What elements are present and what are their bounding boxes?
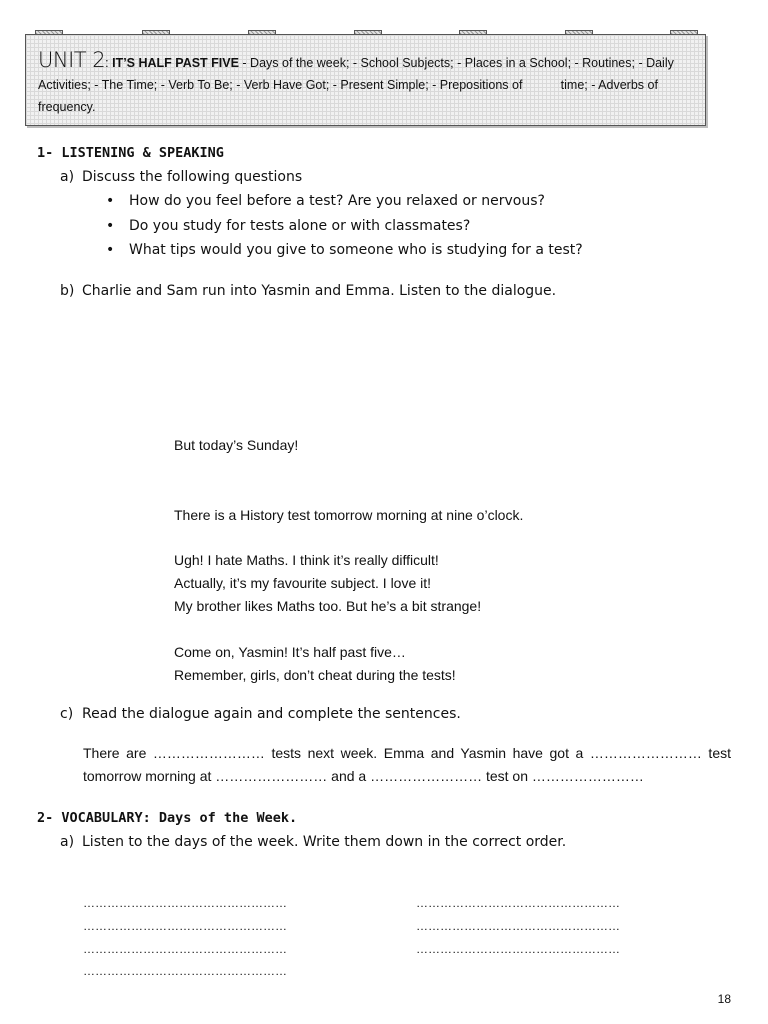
unit-title: IT’S HALF PAST FIVE xyxy=(112,56,239,70)
dialogue-line: Remember, girls, don’t cheat during the tests! xyxy=(174,667,456,683)
answer-blank[interactable]: …………………………………………… xyxy=(416,942,620,956)
answer-blank[interactable]: …………………………………………… xyxy=(83,896,287,910)
question-text: How do you feel before a test? Are you relaxed or nervous? xyxy=(129,193,545,209)
task-instruction: Listen to the days of the week. Write them down in the correct order. xyxy=(82,834,567,850)
dialogue-line: Come on, Yasmin! It’s half past five… xyxy=(174,644,406,660)
answer-blank[interactable]: …………………………………………… xyxy=(416,896,620,910)
section1-title: 1- LISTENING & SPEAKING xyxy=(37,145,224,161)
task-letter: c) xyxy=(60,706,74,722)
dialogue-line: Actually, it’s my favourite subject. I love it! xyxy=(174,575,432,591)
task-1b xyxy=(60,283,556,299)
task-1a xyxy=(60,169,302,185)
unit-header-text xyxy=(38,49,678,118)
answer-blank[interactable]: …………………………………………… xyxy=(83,919,287,933)
bullet-dot: • xyxy=(106,242,115,258)
dialogue-line: But today’s Sunday! xyxy=(174,437,299,453)
question-text: What tips would you give to someone who is studying for a test? xyxy=(129,242,583,258)
unit-colon: : xyxy=(105,56,113,70)
question-bullet xyxy=(106,218,470,234)
question-bullet xyxy=(106,193,545,209)
unit-banner xyxy=(25,34,706,126)
answer-blank[interactable]: …………………………………………… xyxy=(416,919,620,933)
task-letter: a) xyxy=(60,834,75,850)
section2-title: 2- VOCABULARY: Days of the Week. xyxy=(37,810,298,826)
task-1c xyxy=(60,706,461,722)
dialogue-line: There is a History test tomorrow morning at nine o’clock. xyxy=(174,507,524,523)
page-number: 18 xyxy=(717,992,731,1006)
question-bullet xyxy=(106,242,583,258)
answer-blank[interactable]: …………………………………………… xyxy=(83,942,287,956)
task-letter: b) xyxy=(60,283,75,299)
fill-in-sentences[interactable]: There are …………………… tests next week. Emma and Yasmin have got a …………………… test tomorrow morning at …………………… and a …………………… test on …………………… xyxy=(83,745,731,784)
task-instruction: Read the dialogue again and complete the sentences. xyxy=(82,706,461,722)
dialogue-line: My brother likes Maths too. But he’s a bit strange! xyxy=(174,598,482,614)
task-letter: a) xyxy=(60,169,75,185)
unit-label: UNIT 2 xyxy=(38,48,106,72)
task-instruction: Discuss the following questions xyxy=(82,169,303,185)
bullet-dot: • xyxy=(106,218,115,234)
dialogue-line: Ugh! I hate Maths. I think it’s really difficult! xyxy=(174,552,439,568)
task-instruction: Charlie and Sam run into Yasmin and Emma. Listen to the dialogue. xyxy=(82,283,557,299)
question-text: Do you study for tests alone or with classmates? xyxy=(129,218,471,234)
task-2a xyxy=(60,834,566,850)
answer-blank[interactable]: …………………………………………… xyxy=(83,964,287,978)
bullet-dot: • xyxy=(106,193,115,209)
unit-topics: - Days of the week; - School Subjects; - Places in a School; - Routines; - Daily Activities; - The Time; - Verb To Be; - Verb Have Got; - Present Simple; - Prepositions of time; - Adverbs of frequency. xyxy=(38,56,674,114)
